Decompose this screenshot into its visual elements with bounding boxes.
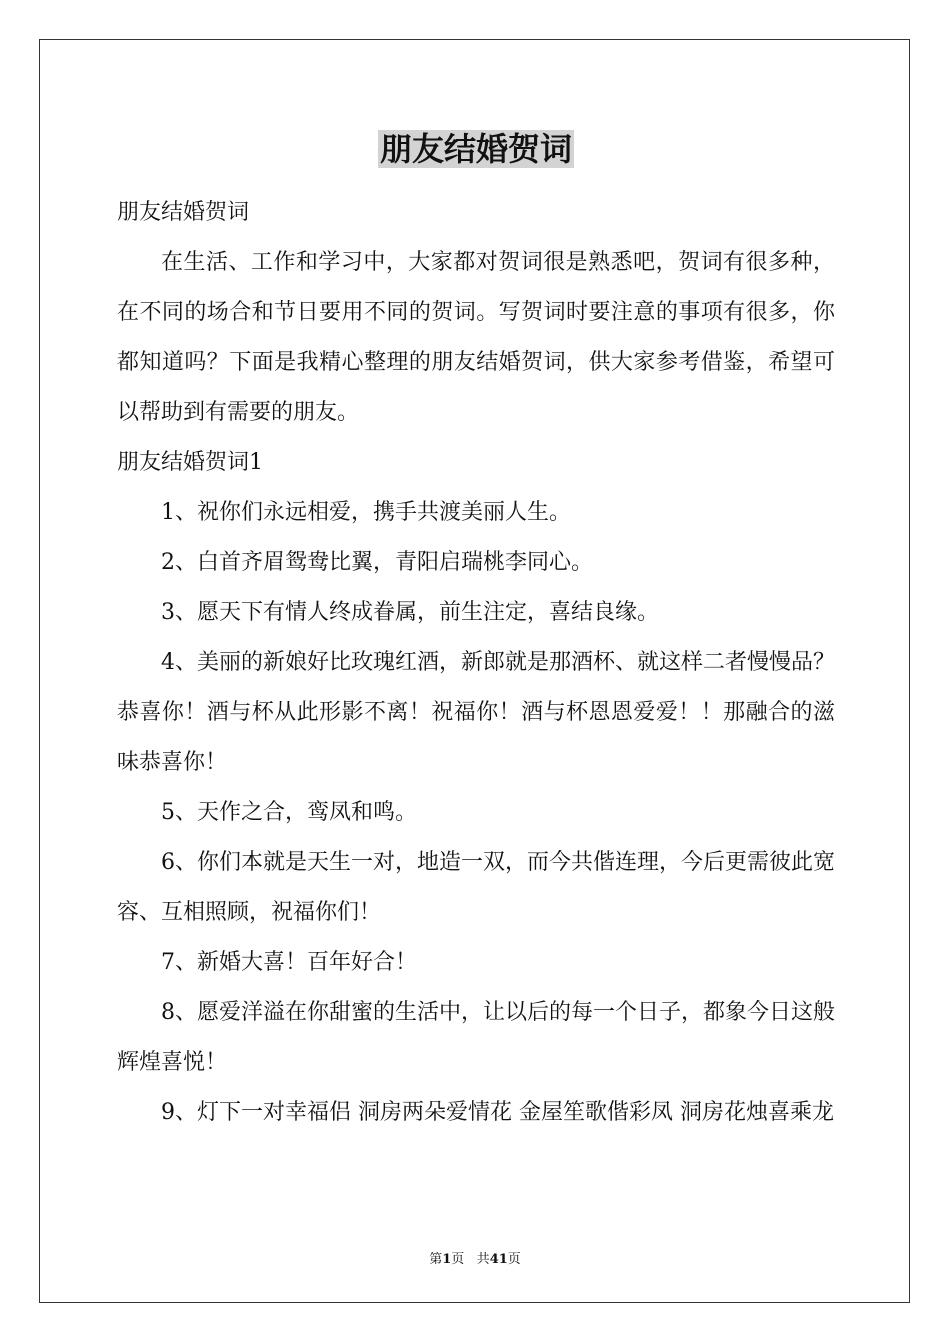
page-footer (0, 1248, 950, 1267)
list-item: 9、灯下一对幸福侣 洞房两朵爱情花 金屋笙歌偕彩凤 洞房花烛喜乘龙 (161, 1100, 834, 1125)
footer-total-pages: 41 (489, 1252, 508, 1267)
section-heading: 朋友结婚贺词1 (117, 450, 263, 475)
list-item: 4、美丽的新娘好比玫瑰红酒，新郎就是那酒杯、就这样二者慢慢品？恭喜你！酒与杯从此形影不离！祝福你！酒与杯恩恩爱爱！！那融合的滋味恭喜你！ (117, 650, 835, 775)
footer-total-suffix: 页 (507, 1252, 521, 1267)
list-item: 8、愿爱洋溢在你甜蜜的生活中，让以后的每一个日子，都象今日这般辉煌喜悦！ (117, 1000, 835, 1075)
footer-page-suffix: 页 (451, 1252, 465, 1267)
list-item: 5、天作之合，鸾凤和鸣。 (161, 800, 417, 825)
list-item: 1、祝你们永远相爱，携手共渡美丽人生。 (161, 500, 571, 525)
intro-paragraph: 在生活、工作和学习中，大家都对贺词很是熟悉吧，贺词有很多种，在不同的场合和节日要用不同的贺词。写贺词时要注意的事项有很多，你都知道吗？下面是我精心整理的朋友结婚贺词，供大家参考借鉴，希望可以帮助到有需要的朋友。 (117, 250, 835, 425)
list-item: 6、你们本就是天生一对，地造一双，而今共偕连理，今后更需彼此宽容、互相照顾，祝福你们！ (117, 850, 835, 925)
footer-page-prefix: 第 (429, 1252, 443, 1267)
document-body (117, 120, 835, 1138)
title-container (117, 130, 835, 188)
footer-total-prefix: 共 (476, 1252, 490, 1267)
list-item: 3、愿天下有情人终成眷属，前生注定，喜结良缘。 (161, 600, 659, 625)
document-subtitle: 朋友结婚贺词 (117, 200, 250, 225)
list-item: 7、新婚大喜！百年好合！ (161, 950, 417, 975)
footer-page-number: 1 (442, 1252, 452, 1267)
document-title: 朋友结婚贺词 (379, 130, 572, 168)
list-item: 2、白首齐眉鸳鸯比翼，青阳启瑞桃李同心。 (161, 550, 593, 575)
